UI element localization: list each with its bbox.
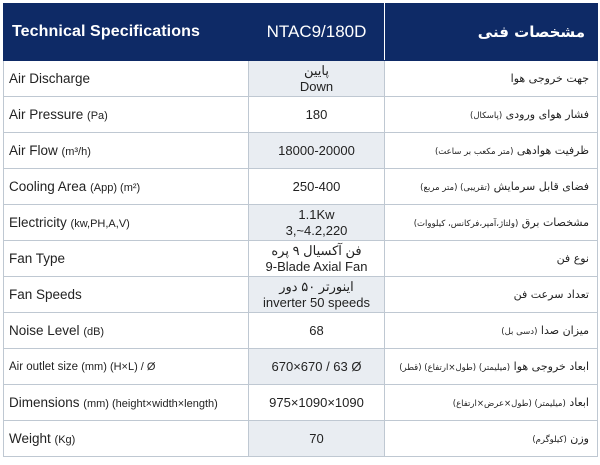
row-label-en: Weight (Kg) [4, 421, 249, 457]
table-header-row [4, 4, 598, 61]
row-label-en: Air Flow (m³/h) [4, 133, 249, 169]
table-row [4, 61, 598, 97]
row-label-en: Fan Type [4, 241, 249, 277]
table-row [4, 205, 598, 241]
row-label-fa: میزان صدا (دسی بل) [385, 313, 598, 349]
row-label-en: Noise Level (dB) [4, 313, 249, 349]
row-label-en: Air Discharge [4, 61, 249, 97]
spec-table-container [3, 3, 597, 457]
row-label-fa: ظرفیت هوادهی (متر مکعب بر ساعت) [385, 133, 598, 169]
row-label-fa: ابعاد خروجی هوا (میلیمتر) (طول×ارتفاع) (قطر) [385, 349, 598, 385]
row-label-fa: جهت خروجی هوا [385, 61, 598, 97]
table-row [4, 169, 598, 205]
table-row [4, 133, 598, 169]
row-label-fa: مشخصات برق (ولتاژ،آمپر،فرکانس، کیلووات) [385, 205, 598, 241]
row-label-fa: ابعاد (میلیمتر) (طول×عرض×ارتفاع) [385, 385, 598, 421]
row-label-fa: نوع فن [385, 241, 598, 277]
spec-table [3, 3, 598, 457]
row-label-fa: فضای قابل سرمایش (تقریبی) (متر مربع) [385, 169, 598, 205]
header-title-fa: مشخصات فنی [385, 4, 598, 61]
table-row [4, 313, 598, 349]
table-row [4, 97, 598, 133]
row-value: 975×1090×1090 [249, 385, 385, 421]
row-label-en: Dimensions (mm) (height×width×length) [4, 385, 249, 421]
table-row [4, 277, 598, 313]
table-row [4, 421, 598, 457]
row-value: 180 [249, 97, 385, 133]
table-row [4, 241, 598, 277]
table-row [4, 385, 598, 421]
row-label-en: Air outlet size (mm) (H×L) / Ø [4, 349, 249, 385]
row-label-en: Cooling Area (App) (m²) [4, 169, 249, 205]
row-label-en: Electricity (kw,PH,A,V) [4, 205, 249, 241]
row-value: 68 [249, 313, 385, 349]
row-value: 670×670 / 63 Ø [249, 349, 385, 385]
row-label-fa: تعداد سرعت فن [385, 277, 598, 313]
row-value: 1.1Kw 3,~4.2,220 [249, 205, 385, 241]
row-value: اینورتر ۵۰ دور inverter 50 speeds [249, 277, 385, 313]
header-model: NTAC9/180D [249, 4, 385, 61]
row-value: 18000-20000 [249, 133, 385, 169]
table-row [4, 349, 598, 385]
row-label-en: Air Pressure (Pa) [4, 97, 249, 133]
row-label-fa: وزن (کیلوگرم) [385, 421, 598, 457]
row-label-fa: فشار هوای ورودی (پاسکال) [385, 97, 598, 133]
row-value: 250-400 [249, 169, 385, 205]
row-label-en: Fan Speeds [4, 277, 249, 313]
header-title-en: Technical Specifications [4, 4, 249, 61]
row-value: پایین Down [249, 61, 385, 97]
row-value: فن آکسیال ۹ پره 9-Blade Axial Fan [249, 241, 385, 277]
row-value: 70 [249, 421, 385, 457]
